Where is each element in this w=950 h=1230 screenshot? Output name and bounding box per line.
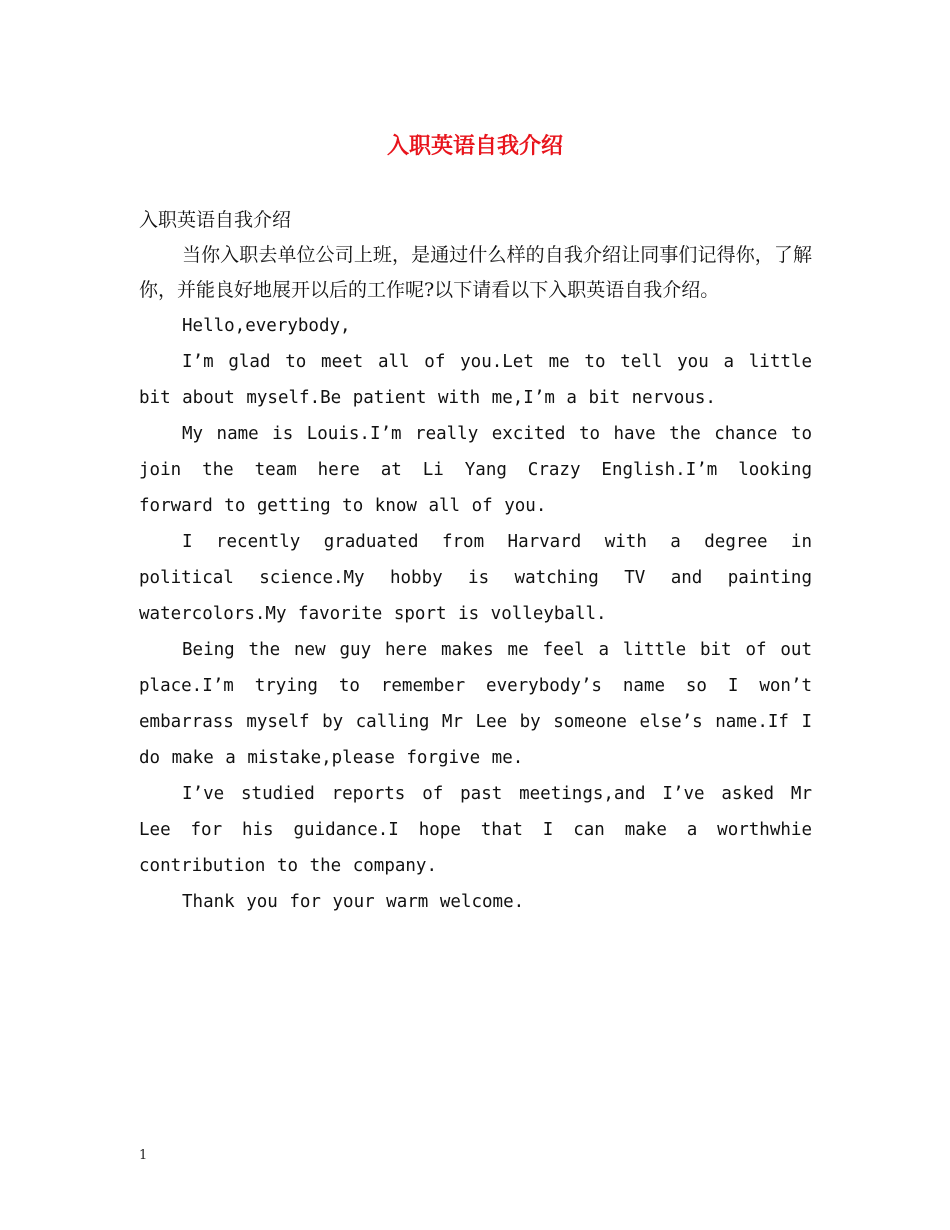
closing-paragraph: Thank you for your warm welcome. [182, 892, 525, 912]
section-heading: 入职英语自我介绍 [139, 209, 292, 231]
body-paragraph: My name is Louis.I’m really excited to have the chance to join the team here at Li Yang Crazy English.I’m looking forward to getting to know all of you. [139, 424, 812, 516]
body-paragraph: I’m glad to meet all of you.Let me to tell you a little bit about myself.Be patient with me,I’m a bit nervous. [139, 352, 812, 408]
document-body [139, 202, 812, 920]
intro-paragraph: 当你入职去单位公司上班，是通过什么样的自我介绍让同事们记得你，了解你，并能良好地展开以后的工作呢?以下请看以下入职英语自我介绍。 [139, 244, 812, 301]
body-paragraph: I recently graduated from Harvard with a degree in political science.My hobby is watching TV and painting watercolors.My favorite sport is volleyball. [139, 532, 812, 624]
page-number: 1 [139, 1148, 148, 1163]
document-title: 入职英语自我介绍 [386, 133, 563, 159]
body-paragraph: I’ve studied reports of past meetings,and I’ve asked Mr Lee for his guidance.I hope that I can make a worthwhie contribution to the company. [139, 784, 812, 876]
body-paragraph: Being the new guy here makes me feel a little bit of out place.I’m trying to remember everybody’s name so I won’t embarrass myself by calling Mr Lee by someone else’s name.If I do make a mistake,please forgive me. [139, 640, 812, 768]
greeting-paragraph: Hello,everybody, [182, 316, 351, 336]
